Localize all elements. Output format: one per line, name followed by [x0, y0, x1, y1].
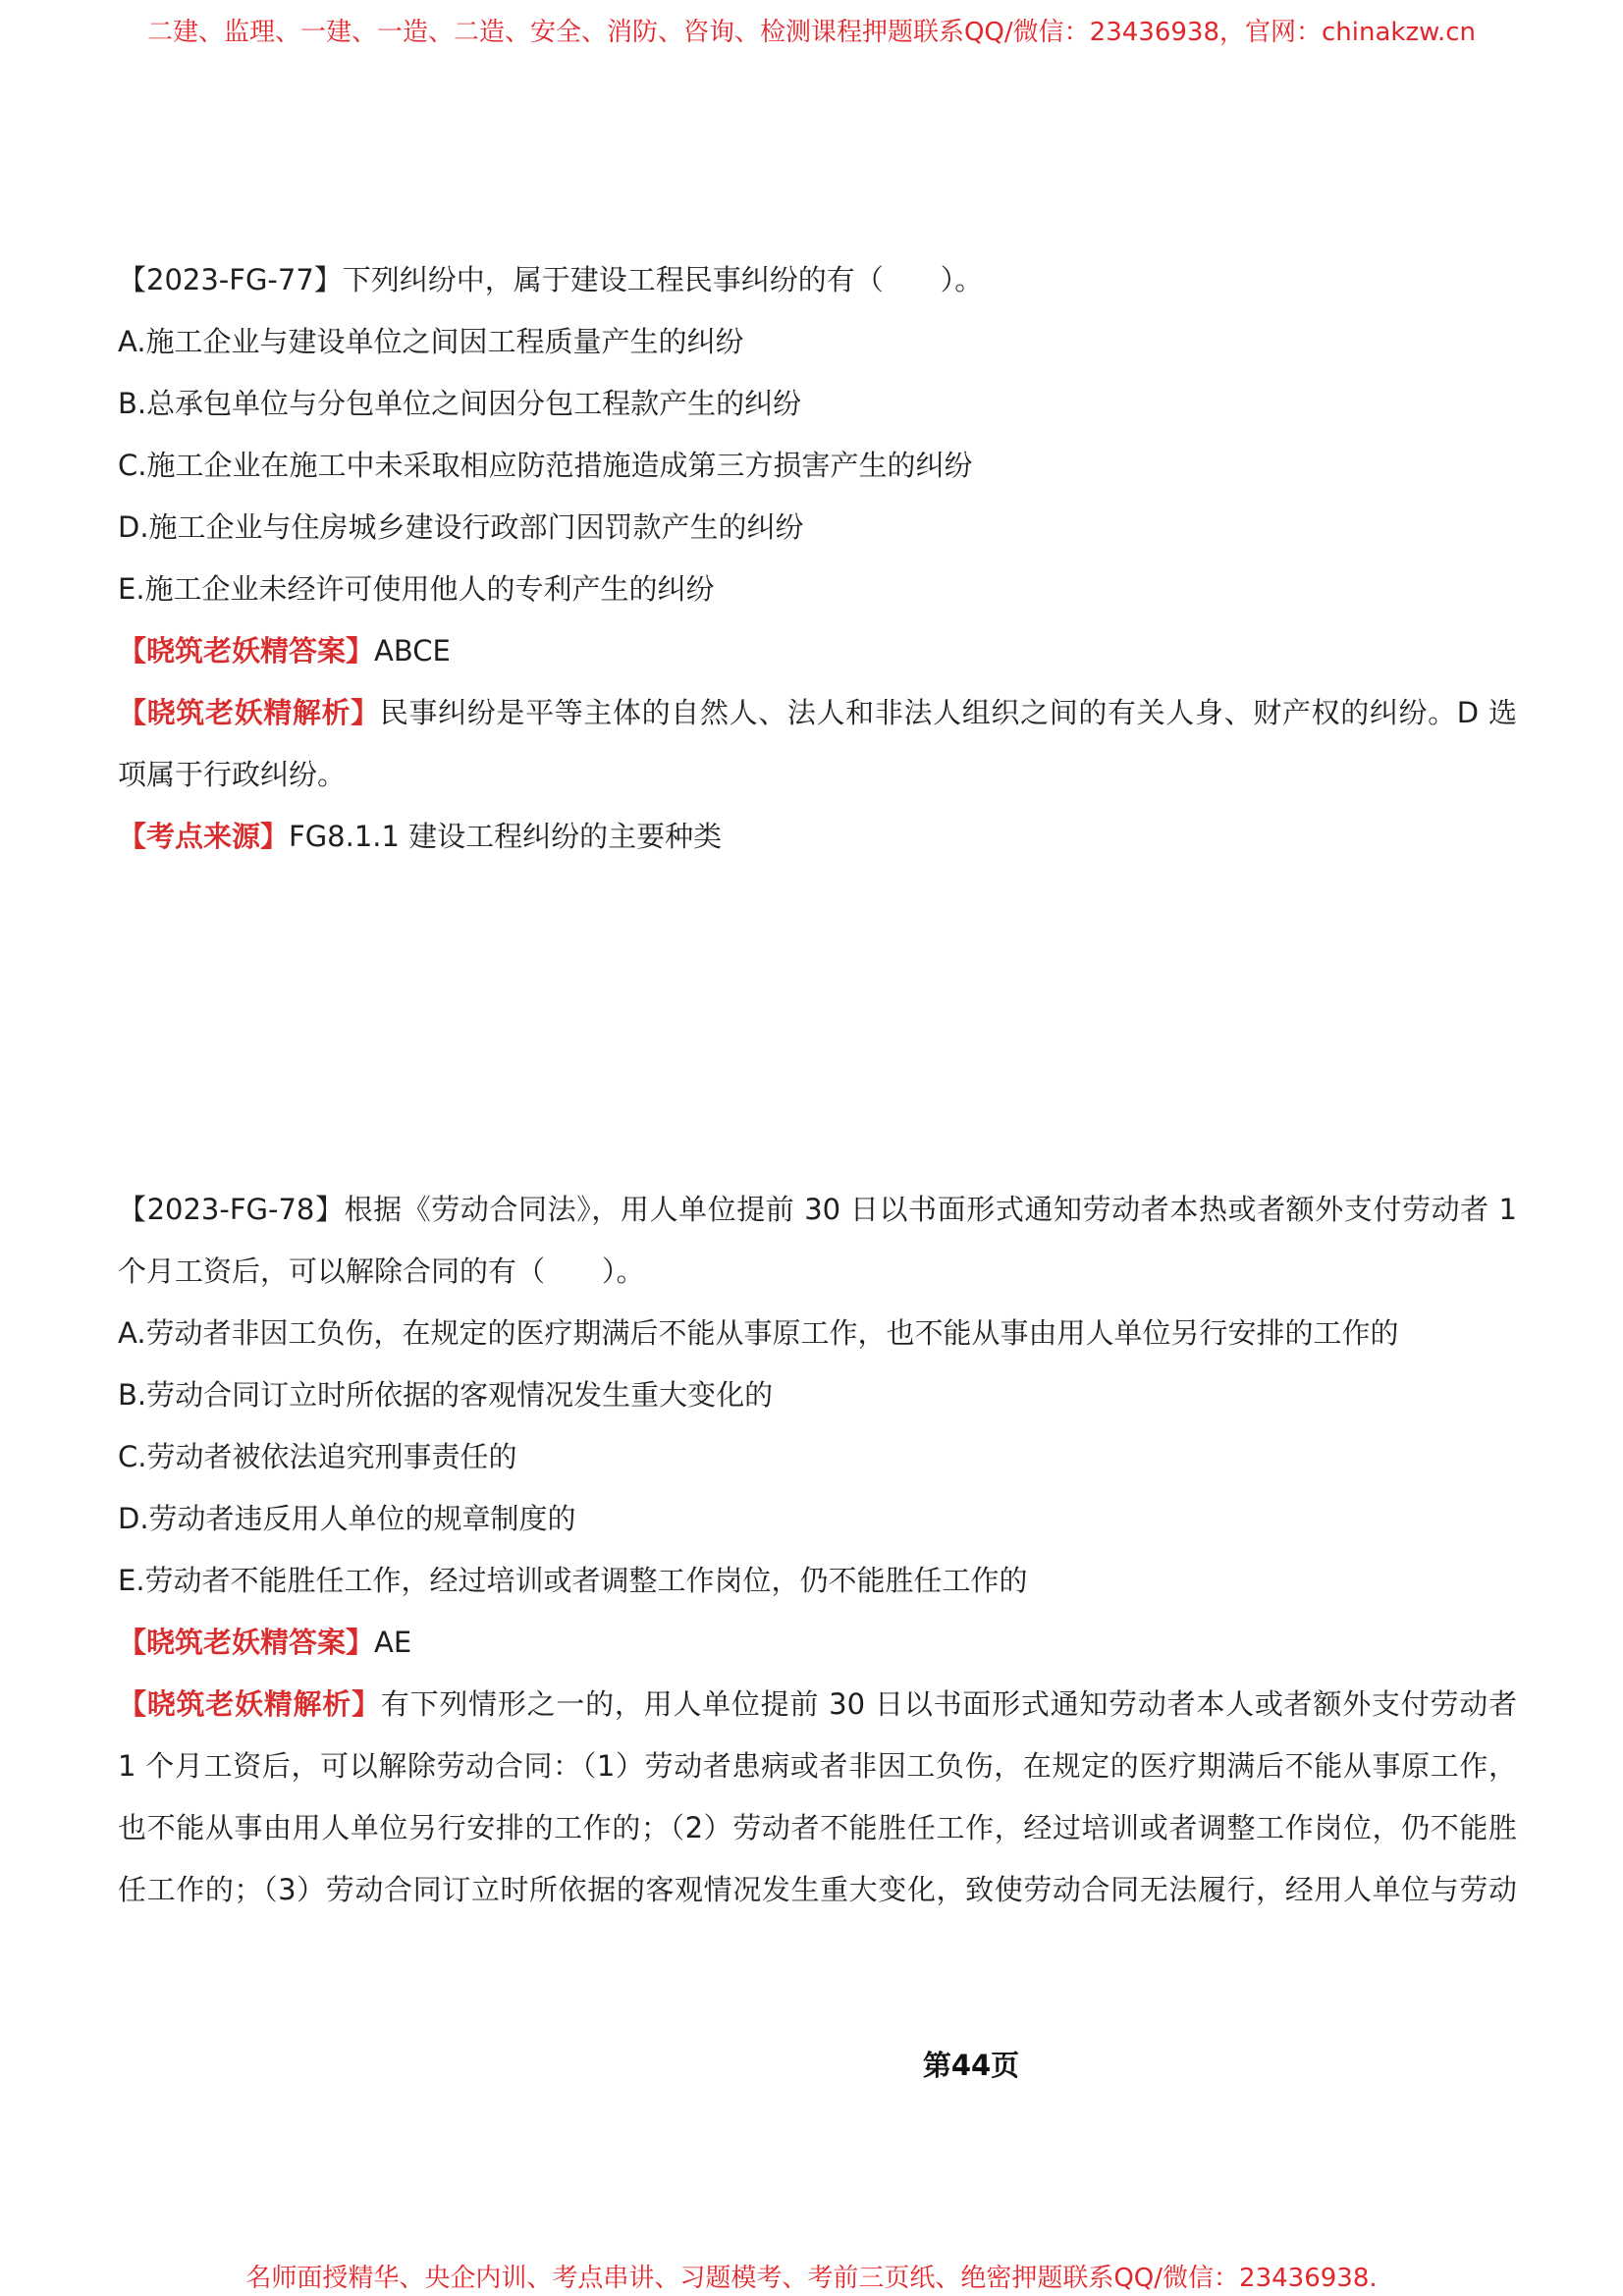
option-a: A.劳动者非因工负伤，在规定的医疗期满后不能从事原工作，也不能从事由用人单位另行安排的工作的: [118, 1316, 1399, 1350]
option-a: A.施工企业与建设单位之间因工程质量产生的纠纷: [118, 325, 744, 358]
analysis-line: 也不能从事由用人单位另行安排的工作的；（2）劳动者不能胜任工作，经过培训或者调整工作岗位，仍不能胜: [118, 1811, 1517, 1844]
header-banner: 二建、监理、一建、一造、二造、安全、消防、咨询、检测课程押题联系QQ/微信：23436938，官网：chinakzw.cn: [146, 18, 1477, 47]
question-stem: 个月工资后，可以解除合同的有（ ）。: [118, 1255, 645, 1288]
question-stem: 【2023-FG-78】根据《劳动合同法》，用人单位提前 30 日以书面形式通知劳动者本热或者额外支付劳动者 1: [118, 1193, 1517, 1226]
analysis-label: 【晓筑老妖精解析】: [118, 1687, 381, 1721]
analysis-line: [118, 682, 1517, 744]
question-2023-fg-78: [118, 1179, 1517, 1921]
answer-label: 【晓筑老妖精答案】: [118, 634, 375, 667]
source-text: FG8.1.1 建设工程纠纷的主要种类: [289, 820, 723, 853]
option-b: B.劳动合同订立时所依据的客观情况发生重大变化的: [118, 1378, 774, 1412]
analysis-label: 【晓筑老妖精解析】: [118, 696, 380, 729]
analysis-line: 任工作的；（3）劳动合同订立时所依据的客观情况发生重大变化，致使劳动合同无法履行，经用人单位与劳动: [118, 1873, 1517, 1906]
answer-value: AE: [374, 1626, 412, 1659]
option-c: C.施工企业在施工中未采取相应防范措施造成第三方损害产生的纠纷: [118, 449, 973, 482]
analysis-line: 项属于行政纠纷。: [118, 758, 347, 791]
question-2023-fg-77: [118, 249, 1517, 868]
option-b: B.总承包单位与分包单位之间因分包工程款产生的纠纷: [118, 387, 802, 420]
option-d: D.劳动者违反用人单位的规章制度的: [118, 1502, 576, 1535]
analysis-text: 民事纠纷是平等主体的自然人、法人和非法人组织之间的有关人身、财产权的纠纷。D 选: [379, 696, 1517, 729]
option-c: C.劳动者被依法追究刑事责任的: [118, 1440, 517, 1473]
analysis-text: 有下列情形之一的，用人单位提前 30 日以书面形式通知劳动者本人或者额外支付劳动者: [380, 1687, 1517, 1721]
option-e: E.劳动者不能胜任工作，经过培训或者调整工作岗位，仍不能胜任工作的: [118, 1564, 1028, 1597]
footer-banner: 名师面授精华、央企内训、考点串讲、习题模考、考前三页纸、绝密押题联系QQ/微信：23436938.: [245, 2264, 1378, 2293]
question-stem: 【2023-FG-77】下列纠纷中，属于建设工程民事纠纷的有（ ）。: [118, 263, 984, 296]
answer-value: ABCE: [374, 634, 451, 667]
answer-line: [118, 620, 1517, 682]
page-number: 第44页: [922, 2049, 1020, 2082]
answer-line: [118, 1612, 1517, 1674]
source-line: [118, 806, 1517, 868]
source-label: 【考点来源】: [118, 820, 290, 853]
option-e: E.施工企业未经许可使用他人的专利产生的纠纷: [118, 572, 715, 606]
option-d: D.施工企业与住房城乡建设行政部门因罚款产生的纠纷: [118, 510, 804, 544]
answer-label: 【晓筑老妖精答案】: [118, 1626, 375, 1659]
analysis-line: [118, 1674, 1517, 1735]
analysis-line: 1 个月工资后，可以解除劳动合同：（1）劳动者患病或者非因工负伤，在规定的医疗期满后不能从事原工作，: [118, 1749, 1517, 1783]
